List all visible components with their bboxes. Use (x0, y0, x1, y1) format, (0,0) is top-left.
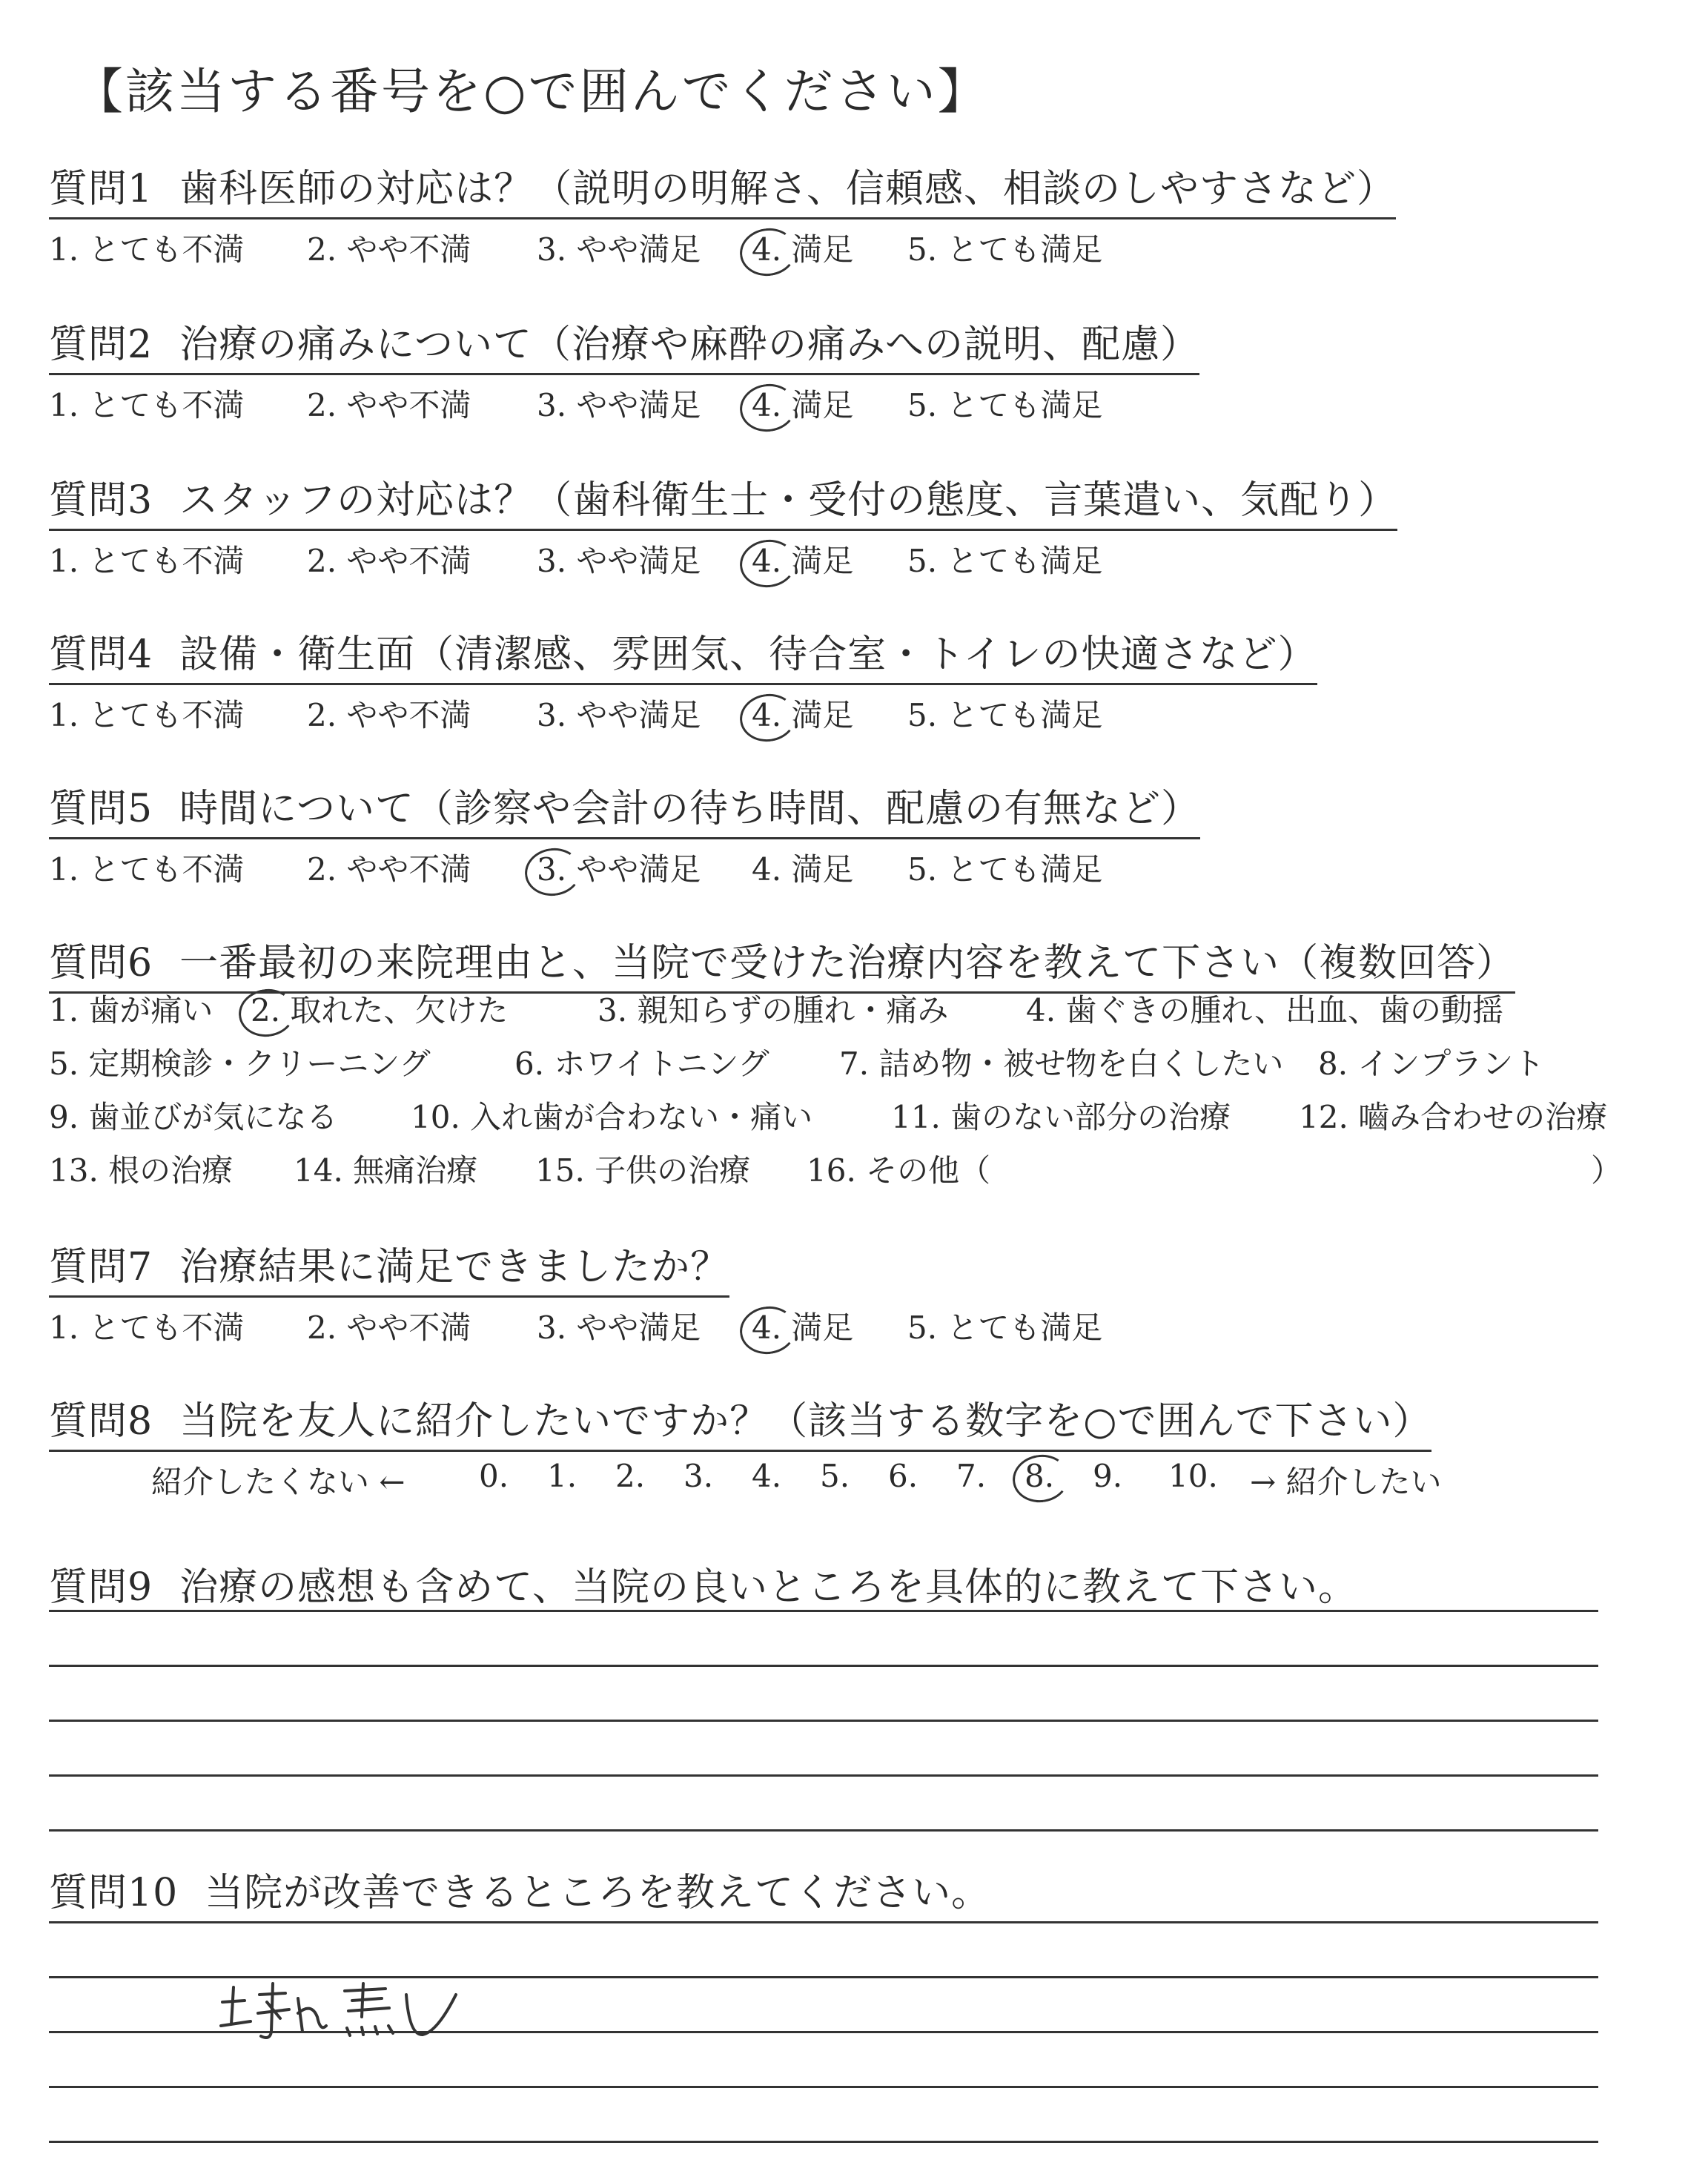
q6-option-3[interactable]: 3. 親知らずの腫れ・痛み (598, 992, 949, 1028)
question-6-heading (49, 931, 1515, 994)
question-10-number: 質問10 (49, 1871, 179, 1915)
q7-option-5[interactable]: 5. とても満足 (907, 1309, 1103, 1346)
q6-option-1[interactable]: 1. 歯が痛い (49, 992, 214, 1028)
question-8-right-label: → 紹介したい (1250, 1464, 1442, 1500)
question-9-answer-lines[interactable] (49, 1557, 1598, 1832)
q2-option-4[interactable]: 4. 満足 (752, 387, 854, 423)
question-4-heading (49, 623, 1317, 685)
question-2-text: 治療の痛みについて（治療や麻酔の痛みへの説明、配慮） (179, 323, 1200, 367)
q3-option-5[interactable]: 5. とても満足 (907, 543, 1103, 579)
q6-option-5[interactable]: 5. 定期検診・クリーニング (49, 1046, 431, 1082)
question-2-heading (49, 313, 1199, 375)
question-9-number: 質問9 (49, 1565, 153, 1610)
q1-option-1[interactable]: 1. とても不満 (49, 231, 245, 268)
q3-option-2[interactable]: 2. やや不満 (307, 543, 471, 579)
q2-option-1[interactable]: 1. とても不満 (49, 387, 245, 423)
question-1-options (49, 225, 1396, 277)
q6-option-13[interactable]: 13. 根の治療 (49, 1152, 234, 1189)
q6-option-10[interactable]: 10. 入れ歯が合わない・痛い (411, 1099, 813, 1135)
question-1 (49, 157, 1396, 277)
question-3-options (49, 537, 1397, 589)
q4-option-3[interactable]: 3. やや満足 (537, 697, 701, 733)
q2-option-2[interactable]: 2. やや不満 (307, 387, 471, 423)
q5-option-1[interactable]: 1. とても不満 (49, 851, 245, 888)
q2-option-3[interactable]: 3. やや満足 (537, 387, 701, 423)
question-4-text: 設備・衛生面（清潔感、雰囲気、待合室・トイレの快適さなど） (179, 633, 1317, 677)
q8-option-8[interactable]: 8. (1025, 1458, 1055, 1494)
q4-option-2[interactable]: 2. やや不満 (307, 697, 471, 733)
question-8-left-label: 紹介したくない ← (151, 1464, 406, 1500)
question-2-options (49, 381, 1199, 433)
q4-option-5[interactable]: 5. とても満足 (907, 697, 1103, 733)
question-1-text: 歯科医師の対応は？（説明の明解さ、信頼感、相談のしやすさなど） (179, 167, 1397, 211)
question-5 (49, 777, 1200, 897)
q6-option-6[interactable]: 6. ホワイトニング (514, 1046, 769, 1082)
q7-option-1[interactable]: 1. とても不満 (49, 1309, 245, 1346)
question-4-number: 質問4 (49, 633, 153, 677)
q6-option-16[interactable]: 16. その他（ (807, 1152, 991, 1189)
q8-option-2[interactable]: 2. (615, 1458, 646, 1494)
q1-option-2[interactable]: 2. やや不満 (307, 231, 471, 268)
q6-option-11[interactable]: 11. 歯のない部分の治療 (891, 1099, 1231, 1135)
q8-option-7[interactable]: 7. (956, 1458, 987, 1494)
q6-option-12[interactable]: 12. 嚙み合わせの治療 (1299, 1099, 1608, 1135)
question-3 (49, 469, 1397, 589)
question-7-heading (49, 1235, 729, 1298)
q8-option-1[interactable]: 1. (547, 1458, 577, 1494)
question-2 (49, 313, 1199, 433)
q6-option-4[interactable]: 4. 歯ぐきの腫れ、出血、歯の動揺 (1026, 992, 1503, 1028)
q8-option-9[interactable]: 9. (1093, 1458, 1123, 1494)
question-4-options (49, 691, 1317, 743)
q8-option-0[interactable]: 0. (479, 1458, 509, 1494)
question-6-text: 一番最初の来院理由と、当院で受けた治療内容を教えて下さい（複数回答） (179, 941, 1516, 985)
q1-option-5[interactable]: 5. とても満足 (907, 231, 1103, 268)
question-6-number: 質問6 (49, 941, 153, 985)
q1-option-4[interactable]: 4. 満足 (752, 231, 854, 268)
question-5-text: 時間について（診察や会計の待ち時間、配慮の有無など） (179, 787, 1201, 831)
question-5-heading (49, 777, 1200, 839)
q6-option-8[interactable]: 8. インプラント (1318, 1046, 1545, 1082)
question-5-number: 質問5 (49, 787, 153, 831)
q6-option-14[interactable]: 14. 無痛治療 (294, 1152, 478, 1189)
q3-option-4[interactable]: 4. 満足 (752, 543, 854, 579)
q3-option-1[interactable]: 1. とても不満 (49, 543, 245, 579)
q6-option-15[interactable]: 15. 子供の治療 (535, 1152, 751, 1189)
question-10-text: 当院が改善できるところを教えてください。 (205, 1871, 991, 1915)
question-3-number: 質問3 (49, 478, 153, 523)
question-8 (49, 1390, 1442, 1510)
q4-option-4[interactable]: 4. 満足 (752, 697, 854, 733)
q7-option-2[interactable]: 2. やや不満 (307, 1309, 471, 1346)
q6-option-2[interactable]: 2. 取れた、欠けた (251, 992, 509, 1028)
question-7-number: 質問7 (49, 1245, 153, 1289)
question-8-scale (49, 1458, 1442, 1510)
q2-option-5[interactable]: 5. とても満足 (907, 387, 1103, 423)
q5-option-2[interactable]: 2. やや不満 (307, 851, 471, 888)
question-3-text: スタッフの対応は？（歯科衛生士・受付の態度、言葉遣い、気配り） (179, 478, 1398, 523)
question-5-options (49, 845, 1200, 897)
question-8-number: 質問8 (49, 1399, 153, 1444)
q5-option-3[interactable]: 3. やや満足 (537, 851, 701, 888)
question-8-heading (49, 1390, 1431, 1452)
q8-option-6[interactable]: 6. (888, 1458, 918, 1494)
q7-option-3[interactable]: 3. やや満足 (537, 1309, 701, 1346)
q8-option-4[interactable]: 4. (752, 1458, 782, 1494)
question-1-heading (49, 157, 1396, 219)
q3-option-3[interactable]: 3. やや満足 (537, 543, 701, 579)
question-7-options (49, 1304, 1103, 1355)
q8-option-5[interactable]: 5. (820, 1458, 850, 1494)
q6-option-7[interactable]: 7. 詰め物・被せ物を白くしたい (839, 1046, 1284, 1082)
q7-option-4[interactable]: 4. 満足 (752, 1309, 854, 1346)
q1-option-3[interactable]: 3. やや満足 (537, 231, 701, 268)
question-3-heading (49, 469, 1397, 531)
page-title: 【該当する番号を○で囲んでください】 (74, 63, 989, 120)
question-8-text: 当院を友人に紹介したいですか？（該当する数字を○で囲んで下さい） (179, 1399, 1432, 1444)
q4-option-1[interactable]: 1. とても不満 (49, 697, 245, 733)
q6-option-9[interactable]: 9. 歯並びが気になる (49, 1099, 338, 1135)
q8-option-10[interactable]: 10. (1168, 1458, 1218, 1494)
question-9-text: 治療の感想も含めて、当院の良いところを具体的に教えて下さい。 (179, 1565, 1358, 1610)
question-1-number: 質問1 (49, 167, 153, 211)
handwritten-answer (215, 1972, 467, 2054)
q8-option-3[interactable]: 3. (683, 1458, 714, 1494)
question-4 (49, 623, 1317, 743)
question-2-number: 質問2 (49, 323, 153, 367)
question-7-text: 治療結果に満足できましたか？ (179, 1245, 730, 1289)
q5-option-4[interactable]: 4. 満足 (752, 851, 854, 888)
q6-option-17[interactable]: ） (1591, 1152, 1623, 1189)
question-6 (49, 931, 1515, 994)
q5-option-5[interactable]: 5. とても満足 (907, 851, 1103, 888)
question-7 (49, 1235, 1103, 1355)
